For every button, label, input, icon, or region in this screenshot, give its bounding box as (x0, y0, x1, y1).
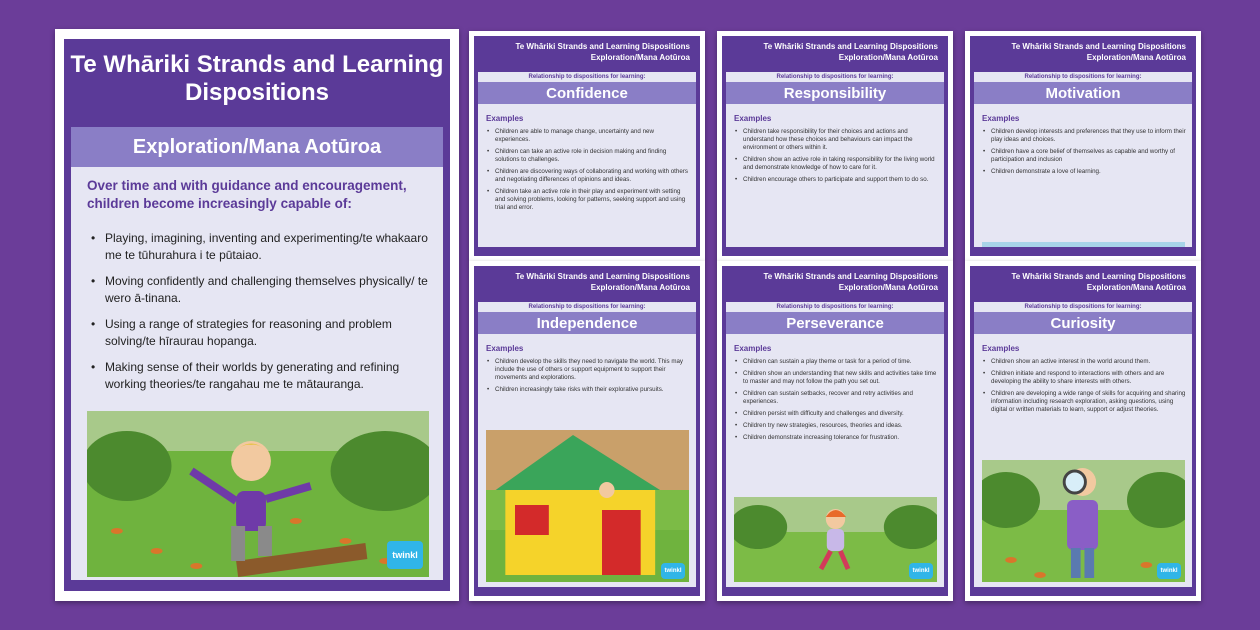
example-bullet: • Children try new strategies, resources, theories and ideas. (734, 422, 938, 430)
example-bullet: • Children demonstrate increasing tolerance for frustration. (734, 434, 938, 442)
card-header: Te Whāriki Strands and Learning Dispositions Exploration/Mana Aotūroa (1011, 42, 1186, 62)
examples-heading: Examples (486, 344, 524, 353)
main-bullet-list (89, 230, 429, 402)
disposition-title: Confidence (478, 82, 696, 104)
examples-list (734, 128, 938, 188)
balancing-child-illustration (87, 411, 429, 577)
examples-list (982, 128, 1186, 180)
example-bullet: • Children persist with difficulty and challenges and diversity. (734, 410, 938, 418)
disposition-title: Perseverance (726, 312, 944, 334)
twinkl-logo: twinkl (909, 563, 933, 579)
twinkl-logo: twinkl (661, 563, 685, 579)
main-bullet: • Playing, imagining, inventing and experimenting/te whakaaro me te tūhurahura i te pūtaiao. (89, 230, 429, 264)
example-bullet: • Children increasingly take risks with their explorative pursuits. (486, 386, 690, 394)
example-bullet: • Children show an understanding that new skills and activities take time to master and may not follow the path you set out. (734, 370, 938, 386)
twinkl-logo: twinkl (1157, 563, 1181, 579)
examples-list (486, 358, 690, 398)
main-bullet: • Using a range of strategies for reasoning and problem solving/te hīraurau hopanga. (89, 316, 429, 350)
example-bullet: • Children develop the skills they need to navigate the world. This may include the use of others or support equipment to support their movements and explorations. (486, 358, 690, 382)
example-bullet: • Children can sustain a play theme or task for a period of time. (734, 358, 938, 366)
card-responsibility (717, 31, 953, 261)
running-child-illustration (734, 497, 937, 582)
main-bullet: • Making sense of their worlds by generating and refining working theories/te rangahau me te mātauranga. (89, 359, 429, 393)
example-bullet: • Children have a core belief of themselves as capable and worthy of participation and inclusion (982, 148, 1186, 164)
example-bullet: • Children can take an active role in decision making and finding solutions to challenges. (486, 148, 690, 164)
example-bullet: • Children show an active role in taking responsibility for the living world and demonstrate knowledge of how to care for it. (734, 156, 938, 172)
example-bullet: • Children are able to manage change, uncertainty and new experiences. (486, 128, 690, 144)
relationship-label: Relationship to dispositions for learning: (528, 74, 646, 80)
twinkl-logo: twinkl (387, 541, 423, 569)
card-motivation (965, 31, 1201, 261)
disposition-title: Independence (478, 312, 696, 334)
magnifying-glass-child-illustration (982, 460, 1185, 582)
playhouse-illustration (486, 430, 689, 582)
relationship-label: Relationship to dispositions for learning: (776, 74, 894, 80)
card-confidence (469, 31, 705, 261)
examples-heading: Examples (982, 114, 1020, 123)
main-subtitle: Exploration/Mana Aotūroa (71, 127, 443, 167)
relationship-label: Relationship to dispositions for learning: (776, 304, 894, 310)
example-bullet: • Children take responsibility for their choices and actions and understand how these choices and behaviours can impact the environment or others within it. (734, 128, 938, 152)
card-curiosity (965, 261, 1201, 601)
example-bullet: • Children demonstrate a love of learning. (982, 168, 1186, 176)
card-header: Te Whāriki Strands and Learning Dispositions Exploration/Mana Aotūroa (1011, 272, 1186, 292)
main-poster-frame (64, 39, 450, 591)
main-intro: Over time and with guidance and encouragement, children become increasingly capable of: (87, 178, 407, 211)
examples-list (734, 358, 938, 446)
main-poster (55, 29, 459, 601)
card-header: Te Whāriki Strands and Learning Dispositions Exploration/Mana Aotūroa (763, 272, 938, 292)
card-header: Te Whāriki Strands and Learning Dispositions Exploration/Mana Aotūroa (515, 272, 690, 292)
card-independence (469, 261, 705, 601)
relationship-label: Relationship to dispositions for learning: (528, 304, 646, 310)
examples-heading: Examples (734, 114, 772, 123)
main-bullet: • Moving confidently and challenging themselves physically/ te wero ā-tinana. (89, 273, 429, 307)
disposition-title: Motivation (974, 82, 1192, 104)
examples-list (486, 128, 690, 216)
example-bullet: • Children show an active interest in the world around them. (982, 358, 1186, 366)
relationship-label: Relationship to dispositions for learning: (1024, 74, 1142, 80)
examples-heading: Examples (486, 114, 524, 123)
example-bullet: • Children are developing a wide range of skills for acquiring and sharing information including research exploration, asking questions, using digital or written materials to learn, support or adjust theories. (982, 390, 1186, 414)
disposition-title: Responsibility (726, 82, 944, 104)
example-bullet: • Children encourage others to participate and support them to do so. (734, 176, 938, 184)
examples-heading: Examples (734, 344, 772, 353)
example-bullet: • Children develop interests and preferences that they use to inform their play ideas and choices. (982, 128, 1186, 144)
examples-list (982, 358, 1186, 418)
card-header: Te Whāriki Strands and Learning Dispositions Exploration/Mana Aotūroa (515, 42, 690, 62)
example-bullet: • Children initiate and respond to interactions with others and are developing the ability to share interests with others. (982, 370, 1186, 386)
main-panel (71, 127, 443, 580)
main-title: Te Whāriki Strands and Learning Dispositions (70, 51, 444, 106)
example-bullet: • Children take an active role in their play and experiment with setting and solving problems, looking for patterns, seeking support and using trial and error. (486, 188, 690, 212)
relationship-label: Relationship to dispositions for learning: (1024, 304, 1142, 310)
examples-heading: Examples (982, 344, 1020, 353)
disposition-title: Curiosity (974, 312, 1192, 334)
example-bullet: • Children can sustain setbacks, recover and retry activities and experiences. (734, 390, 938, 406)
card-perseverance (717, 261, 953, 601)
card-illustration (982, 242, 1185, 247)
example-bullet: • Children are discovering ways of collaborating and working with others and negotiating differences of opinions and ideas. (486, 168, 690, 184)
card-header: Te Whāriki Strands and Learning Dispositions Exploration/Mana Aotūroa (763, 42, 938, 62)
